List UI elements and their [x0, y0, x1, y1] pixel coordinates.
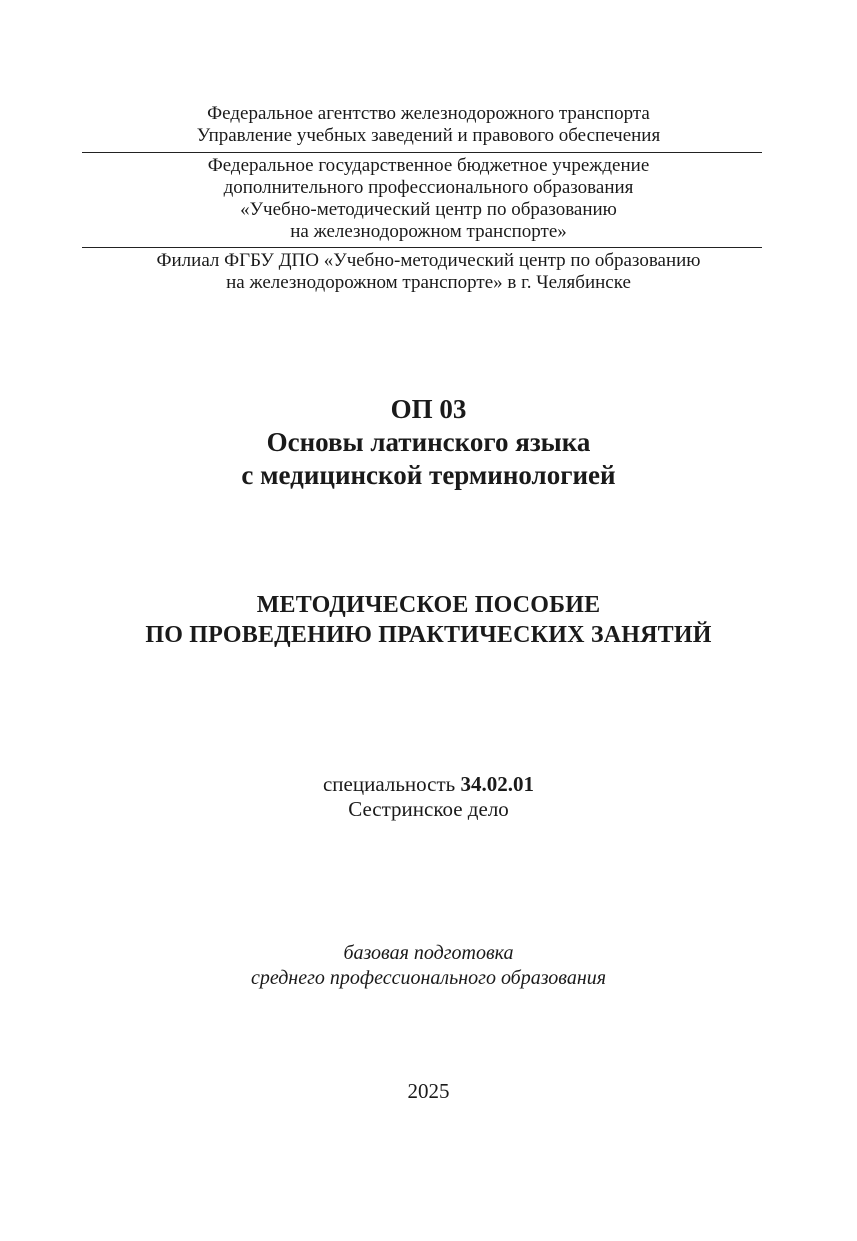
year-text: 2025 — [407, 1079, 450, 1103]
course-code: ОП 03 — [390, 394, 467, 424]
specialty-label: специальность — [322, 772, 456, 796]
course-title — [0, 393, 857, 492]
document-title-line-2: ПО ПРОВЕДЕНИЮ ПРАКТИЧЕСКИХ ЗАНЯТИЙ — [145, 622, 712, 648]
education-level-line-1: базовая подготовка — [343, 942, 514, 964]
education-level — [0, 941, 857, 991]
agency-line-2: Управление учебных заведений и правового обеспечения — [196, 125, 661, 146]
agency-line-1: Федеральное агентство железнодорожного транспорта — [207, 103, 650, 124]
header-divider-2 — [82, 247, 762, 248]
branch-line-2: на железнодорожном транспорте» в г. Челябинске — [226, 272, 631, 293]
specialty-code: 34.02.01 — [460, 772, 534, 796]
institution-header — [0, 155, 857, 243]
specialty-name: Сестринское дело — [348, 797, 509, 821]
document-title — [0, 590, 857, 650]
branch-line-1: Филиал ФГБУ ДПО «Учебно-методический центр по образованию — [156, 250, 701, 271]
publication-year — [0, 1079, 857, 1104]
branch-header — [0, 250, 857, 294]
institution-line-3: «Учебно-методический центр по образованию — [240, 199, 617, 220]
institution-line-1: Федеральное государственное бюджетное учреждение — [207, 155, 650, 176]
agency-header — [0, 103, 857, 147]
course-name-line-1: Основы латинского языка — [266, 427, 591, 457]
institution-line-4: на железнодорожном транспорте» — [290, 221, 567, 242]
header-divider-1 — [82, 152, 762, 153]
specialty — [0, 772, 857, 822]
document-title-line-1: МЕТОДИЧЕСКОЕ ПОСОБИЕ — [256, 592, 601, 618]
course-name-line-2: с медицинской терминологией — [241, 460, 616, 490]
institution-line-2: дополнительного профессионального образования — [223, 177, 634, 198]
specialty-line — [0, 772, 857, 797]
education-level-line-2: среднего профессионального образования — [250, 967, 607, 989]
